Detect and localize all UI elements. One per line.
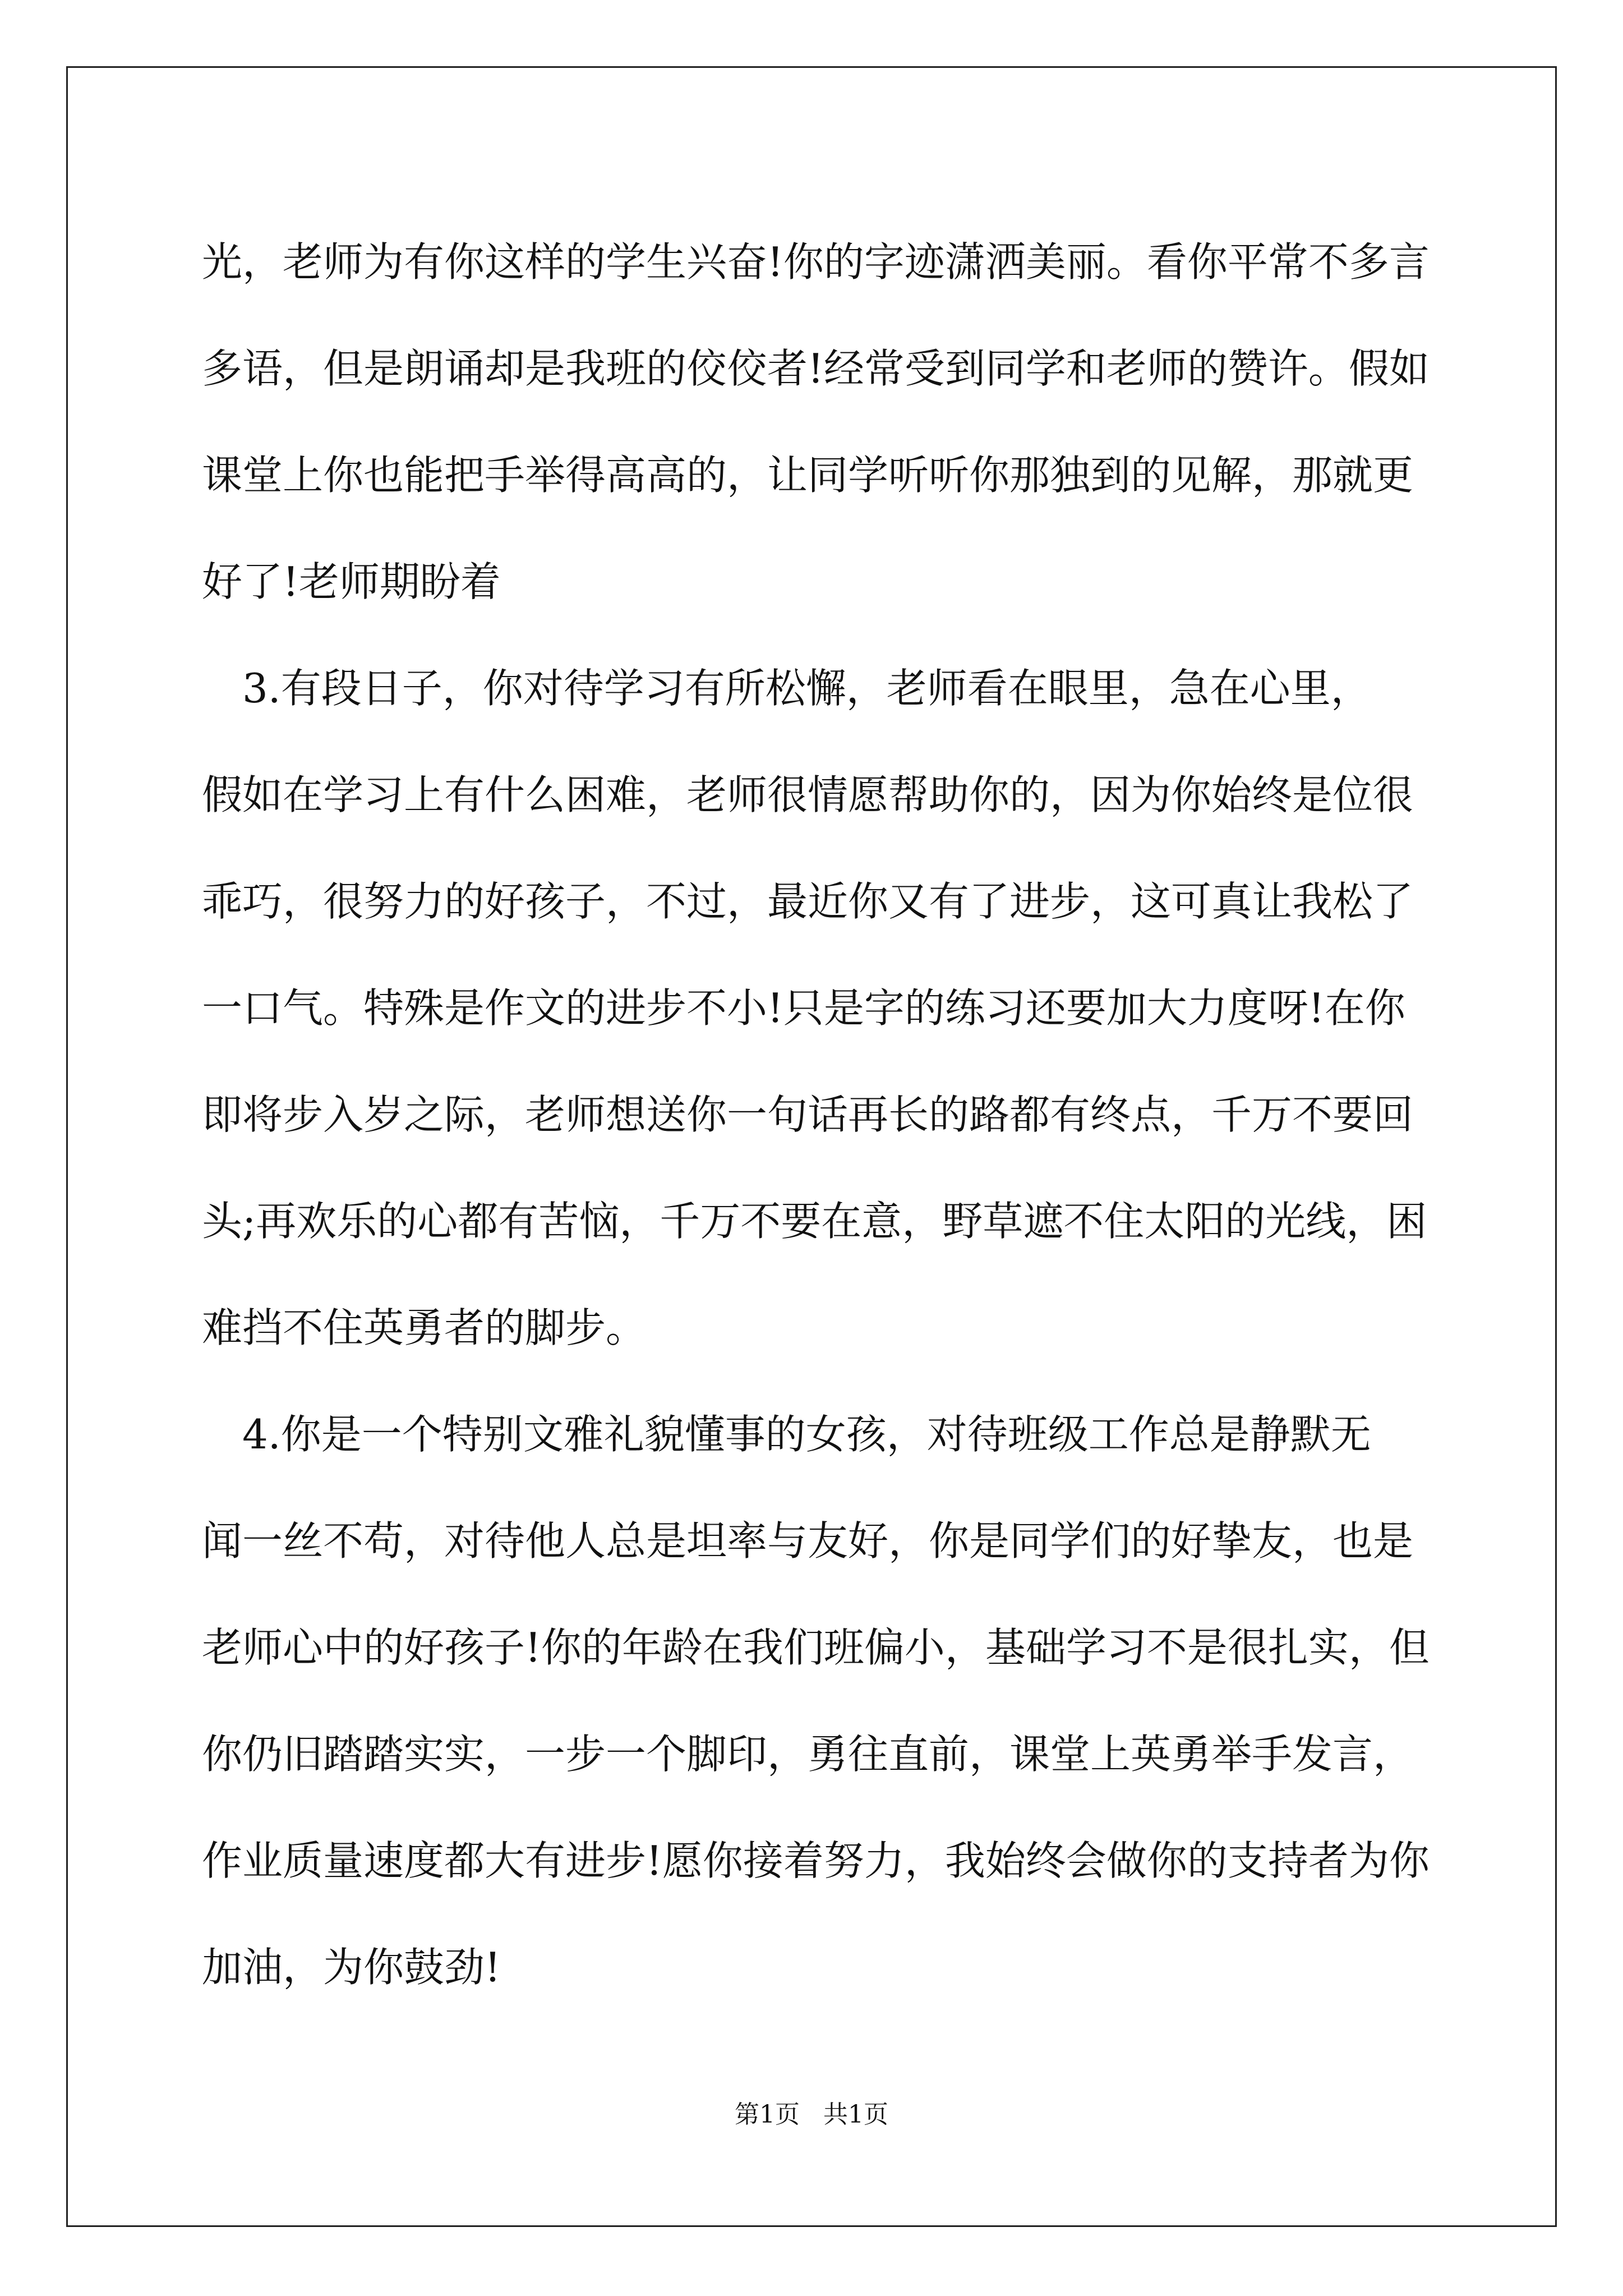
- text-line-6: 假如在学习上有什么困难，老师很情愿帮助你的，因为你始终是位很: [202, 771, 1414, 818]
- text-line-4: 好了!老师期盼着: [202, 558, 501, 605]
- text-line-2: 多语，但是朗诵却是我班的佼佼者!经常受到同学和老师的赞许。假如: [202, 345, 1430, 392]
- document-body: [202, 209, 1436, 2021]
- page-footer: 第1页 共1页: [735, 2100, 888, 2129]
- text-line-15: 你仍旧踏踏实实，一步一个脚印，勇往直前，课堂上英勇举手发言，: [202, 1731, 1414, 1778]
- text-line-17: 加油，为你鼓劲!: [202, 1944, 501, 1991]
- text-line-16: 作业质量速度都大有进步!愿你接着努力，我始终会做你的支持者为你: [202, 1837, 1430, 1884]
- text-line-3: 课堂上你也能把手举得高高的，让同学听听你那独到的见解，那就更: [202, 452, 1414, 499]
- text-line-9: 即将步入岁之际，老师想送你一句话再长的路都有终点，千万不要回: [202, 1091, 1414, 1138]
- text-line-14: 老师心中的好孩子!你的年龄在我们班偏小，基础学习不是很扎实，但: [202, 1624, 1430, 1671]
- text-line-13: 闻一丝不苟，对待他人总是坦率与友好，你是同学们的好挚友，也是: [202, 1517, 1414, 1565]
- text-line-7: 乖巧，很努力的好孩子，不过，最近你又有了进步，这可真让我松了: [202, 878, 1414, 925]
- text-line-10: 头;再欢乐的心都有苦恼，千万不要在意，野草遮不住太阳的光线，困: [202, 1198, 1427, 1245]
- text-line-11: 难挡不住英勇者的脚步。: [202, 1304, 647, 1351]
- text-line-8: 一口气。特殊是作文的进步不小!只是字的练习还要加大力度呀!在你: [202, 984, 1405, 1032]
- text-line-5: 3.有段日子，你对待学习有所松懈，老师看在眼里，急在心里，: [202, 665, 1371, 712]
- text-line-1: 光，老师为有你这样的学生兴奋!你的字迹潇洒美丽。看你平常不多言: [202, 238, 1430, 286]
- text-line-12: 4.你是一个特别文雅礼貌懂事的女孩，对待班级工作总是静默无: [202, 1411, 1371, 1458]
